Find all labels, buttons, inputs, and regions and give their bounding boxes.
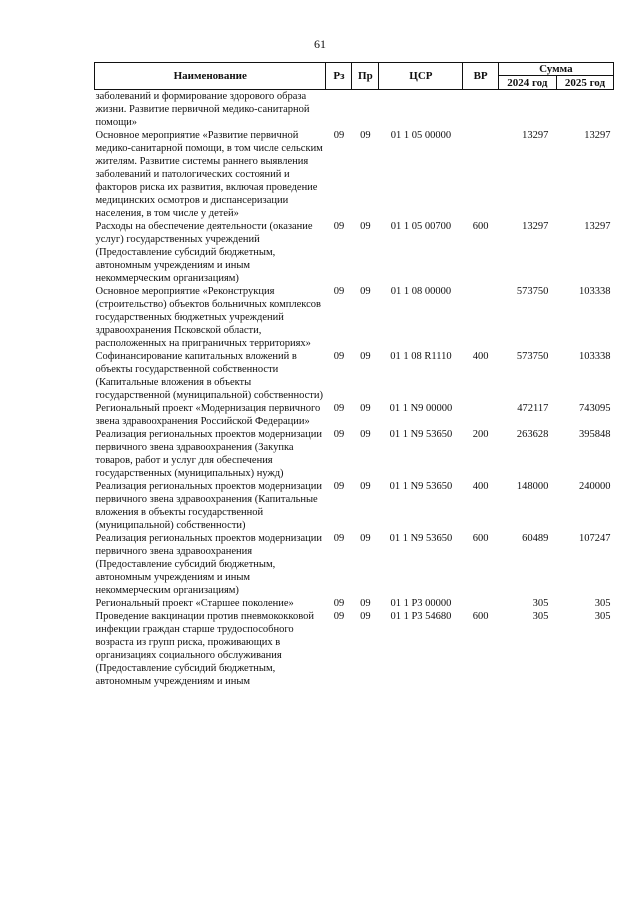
row-pr: 09 [360,286,371,297]
row-rz: 09 [333,598,345,609]
row-pr: 09 [360,403,371,414]
row-pr: 09 [360,481,371,492]
row-rz: 09 [333,481,345,492]
header-csr: ЦСР [379,63,463,90]
row-rz: 09 [333,429,345,440]
row-vr [463,402,498,428]
header-rz: Рз [326,63,352,90]
row-vr: 600 [472,221,489,232]
row-name: Реализация региональных проектов модернизации первичного звена здравоохранения (Предоставление субсидий бюджетным, автономным учреждениям и иным некоммерческим организациям) [95,533,323,596]
table-row [95,90,614,130]
row-name: Региональный проект «Старшее поколение» [95,598,294,609]
row-pr: 09 [360,130,371,141]
table-row [95,610,614,688]
table-row [95,480,614,532]
row-pr: 09 [360,533,371,544]
row-sum-2024: 13297 [522,221,549,232]
page-number: 61 [314,37,326,51]
table-row [95,402,614,428]
row-csr: 01 1 08 00000 [390,286,452,297]
row-rz: 09 [333,221,345,232]
row-sum-2024: 305 [532,611,549,622]
budget-table [94,62,614,688]
row-sum-2025: 107247 [579,533,611,544]
row-sum-2024: 60489 [522,533,549,544]
row-pr: 09 [360,351,371,362]
row-vr [463,90,498,130]
row-csr: 01 1 P3 00000 [390,598,452,609]
row-sum-2025: 13297 [584,221,611,232]
row-pr: 09 [360,429,371,440]
row-csr: 01 1 08 R1110 [390,351,452,362]
row-name: Софинансирование капитальных вложений в объекты государственной собственности (Капитальные вложения в объекты государственной (муниципальной) собственности) [95,351,324,401]
table-row [95,350,614,402]
row-csr: 01 1 N9 53650 [389,481,453,492]
row-pr: 09 [360,598,371,609]
row-sum-2025: 103338 [579,286,611,297]
row-vr: 400 [472,351,489,362]
row-sum-2025: 743095 [579,403,611,414]
row-rz [326,90,352,130]
row-pr [352,90,379,130]
row-rz: 09 [333,286,345,297]
row-sum-2024: 13297 [522,130,549,141]
header-year-2025: 2025 год [556,76,613,90]
row-name: Региональный проект «Модернизация первичного звена здравоохранения Российской Федерации» [95,403,321,427]
row-rz: 09 [333,533,345,544]
row-vr: 400 [472,481,489,492]
row-csr: 01 1 05 00000 [390,130,452,141]
row-vr: 600 [472,533,489,544]
row-sum-2024: 148000 [516,481,549,492]
row-sum-2024: 472117 [517,403,549,414]
row-sum-2025: 240000 [579,481,611,492]
row-sum-2025: 13297 [584,130,611,141]
row-vr: 600 [472,611,489,622]
table-row [95,428,614,480]
row-pr: 09 [360,221,371,232]
row-sum-2025: 305 [594,611,611,622]
table-row [95,285,614,350]
row-csr: 01 1 N9 53650 [389,533,453,544]
row-name: Основное мероприятие «Развитие первичной медико-санитарной помощи, в том числе сельским жителям. Развитие системы раннего выявления заболеваний и патологических состояний и факторов риска их развития, включая проведение медицинских осмотров и диспансеризации населения, в том числе у детей» [95,130,323,219]
row-rz: 09 [333,611,345,622]
table-header [95,63,614,90]
header-name: Наименование [95,63,326,90]
row-sum-2024 [498,90,556,130]
row-sum-2024: 573750 [516,351,549,362]
row-sum-2025: 395848 [579,429,611,440]
row-vr [463,129,498,220]
table-row [95,220,614,285]
table-row [95,129,614,220]
row-csr [379,90,463,130]
row-vr [463,597,498,610]
row-rz: 09 [333,351,345,362]
row-csr: 01 1 N9 00000 [389,403,453,414]
row-sum-2024: 305 [532,598,549,609]
row-vr [463,285,498,350]
row-sum-2025: 103338 [579,351,611,362]
table-body [95,90,614,689]
header-vr: ВР [463,63,498,90]
row-sum-2025 [556,90,613,130]
row-csr: 01 1 05 00700 [390,221,452,232]
header-sum: Сумма [498,63,613,76]
row-name: Проведение вакцинации против пневмококковой инфекции граждан старше трудоспособного возраста из групп риска, проживающих в организациях социального обслуживания (Предоставление субсидий бюджетным, автономным учреждениям и иным [95,611,314,687]
row-name: Основное мероприятие «Реконструкция (строительство) объектов больничных комплексов государственных бюджетных учреждений здравоохранения Псковской области, расположенных на приграничных территориях» [95,286,321,349]
row-name: Расходы на обеспечение деятельности (оказание услуг) государственных учреждений (Предоставление субсидий бюджетным, автономным учреждениям и иным некоммерческим организациям) [95,221,313,284]
row-rz: 09 [333,130,345,141]
row-name: заболеваний и формирование здорового образа жизни. Развитие первичной медико-санитарной помощи» [95,91,310,128]
row-name: Реализация региональных проектов модернизации первичного звена здравоохранения (Капитальные вложения в объекты государственной (муниципальной) собственности) [95,481,323,531]
row-pr: 09 [360,611,371,622]
row-sum-2024: 573750 [516,286,549,297]
header-pr: Пр [352,63,379,90]
table-row [95,532,614,597]
row-rz: 09 [333,403,345,414]
table-row [95,597,614,610]
row-sum-2024: 263628 [516,429,549,440]
row-csr: 01 1 P3 54680 [390,611,452,622]
row-sum-2025: 305 [594,598,611,609]
row-vr: 200 [472,429,489,440]
row-csr: 01 1 N9 53650 [389,429,453,440]
header-year-2024: 2024 год [498,76,556,90]
row-name: Реализация региональных проектов модернизации первичного звена здравоохранения (Закупка товаров, работ и услуг для обеспечения государственных (муниципальных) нужд) [95,429,323,479]
